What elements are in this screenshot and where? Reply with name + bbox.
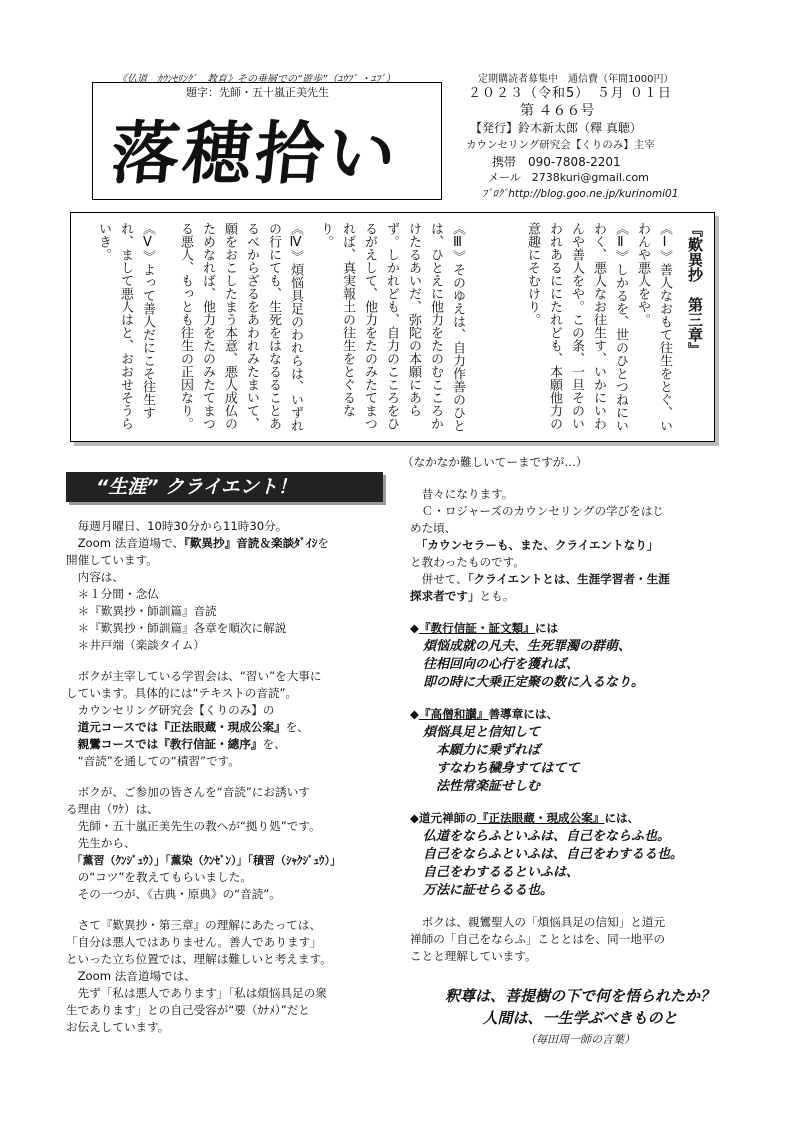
paragraph: る理由（ﾜｹ）は、 [66, 802, 159, 816]
email: メール 2738kuri@gmail.com [488, 171, 649, 184]
organization: カウンセリング研究会【くりのみ】主宰 [466, 139, 655, 151]
paragraph: 禅師の「自己をならふ」こととはを、同一地平の [410, 932, 666, 946]
quote-line: 自己をならふといふは、自己をわするる也。 [410, 847, 684, 862]
paragraph: といった立ち位置では、理解は難しいと考えます。 [66, 952, 332, 966]
quote-heading: ◆『高僧和讃』善導章には、 [410, 707, 559, 721]
paragraph: の“コツ”を教えてもらいました。 [66, 870, 252, 884]
paragraph: 毎週月曜日、10時30分から11時30分。 [66, 519, 288, 533]
tannisho-chapter-5: 《Ⅴ》よって善人だにこそ往生すれ、まして悪人はと、おおせそうらいき。 [96, 222, 155, 430]
list-item: ＊『歎異抄・師訓篇』音読 [66, 604, 217, 618]
quote-line: 往相回向の心行を獲れば、 [410, 657, 580, 672]
paragraph: Zoom 法音道場では、 [66, 969, 196, 983]
paragraph: Zoom 法音道場で、『歎異抄』音読＆楽談ﾀﾞｲｼを [66, 536, 329, 550]
list-item: ＊１分間・念仏 [66, 587, 159, 601]
quote-line: 本願力に乗ずれば [410, 743, 541, 758]
closing-quote-source: （毎田周一師の言葉） [525, 1033, 635, 1046]
quote-heading: ◆『教行信証・証文類』には [410, 621, 559, 635]
paragraph: 「カウンセラーも、また、クライエントなり」 [410, 538, 659, 552]
paragraph: 併せて、「クライエントとは、生涯学習者・生涯 [410, 572, 670, 586]
quote-line: 仏道をならふといふは、自己をならふ也。 [410, 829, 671, 844]
paragraph: （なかなか難しいてーまですが…） [402, 455, 588, 469]
paragraph: カウンセリング研究会【くりのみ】の [66, 703, 275, 717]
paragraph: しています。具体的には“テキストの音読”。 [66, 686, 298, 700]
quote-line: 万法に証せらるる也。 [410, 883, 554, 898]
paragraph: と教わったものです。 [410, 555, 525, 569]
paragraph: 昔々になります。 [410, 487, 514, 501]
paragraph: ことと理解しています。 [410, 949, 537, 963]
quote-line: 法性常楽証せしむ [410, 779, 541, 794]
paragraph: “音読”を通しての“積習”です。 [66, 754, 240, 768]
paragraph: お伝えしています。 [66, 1020, 170, 1034]
paragraph: 先生から、 [66, 836, 136, 850]
phone: 携帯 090-7808-2201 [492, 155, 621, 169]
quote-heading: ◆道元禅師の『正法眼蔵・現成公案』には、 [410, 811, 640, 825]
paragraph: ボクは、親鸞聖人の「煩悩具足の信知」と道元 [410, 915, 666, 929]
paragraph: 先師・五十嵐正美先生の教へが“拠り処”です。 [66, 819, 321, 833]
paragraph: 「薫習（ｸﾝｼﾞｭｳ）」「薫染（ｸﾝｾﾞﾝ）」「積習（ｼｬｸｼﾞｭｳ）」 [66, 854, 341, 867]
closing-quote [420, 985, 740, 1051]
newsletter-logo: 落穂拾い [107, 114, 404, 194]
tagline: 《仏道 ｶｳﾝｾﾘﾝｸﾞ 教育》その垂層での“遊歩”（ﾕｳﾌﾞ ・ﾕﾌﾞ） [117, 74, 396, 85]
tannisho-title: 『歎異抄 第三章』 [686, 222, 704, 357]
paragraph: 道元コースでは『正法眼蔵・現成公案』を、 [66, 720, 309, 734]
title-calligraphy-credit: 題字：先師・五十嵐正美先生 [186, 86, 329, 99]
paragraph: 開催しています。 [66, 553, 158, 567]
quote-line: すなわち穢身すてはてて [410, 761, 580, 776]
issue-number: 第 ４６６号 [520, 103, 595, 119]
quote-line: 煩悩具足と信知して [410, 725, 541, 740]
paragraph: ボクが主宰している学習会は、“習い”を大事に [66, 669, 322, 683]
paragraph: 生であります」との自己受容が“要（ｶﾅﾒ）”だと [66, 1003, 310, 1017]
closing-quote-line: 人間は、一生学ぶべきものと [482, 1009, 678, 1027]
paragraph: その一つが、《古典・原典》の“音読”。 [66, 887, 281, 901]
list-item: ＊『歎異抄・師訓篇』各章を順次に解説 [66, 621, 287, 635]
paragraph: 親鸞コースでは『教行信証・總序』を、 [66, 737, 286, 751]
publisher: 【発行】鈴木新太郎（釋 真聴） [470, 121, 642, 135]
tannisho-chapter-4: 《Ⅳ》煩悩具足のわれらは、いずれの行にても、生死をはなるることあるべからざるをあわれみたまいて、願をおこしたまう本意、悪人成仏のためなれば、他力をたのみたてまつる悪人、もっとも往生の正因なり。 [178, 222, 303, 432]
quote-line: 自己をわするるといふは、 [410, 865, 580, 880]
quote-line: 煩悩成就の凡夫、生死罪濁の群萌、 [410, 639, 632, 654]
subscription-note: 定期購読者募集中 通信費（年間1000円） [478, 74, 674, 85]
section-title: “生涯” クライエント！ [66, 472, 383, 502]
paragraph: さて『歎異抄・第三章』の理解にあたっては、 [66, 918, 322, 932]
paragraph: 探求者です」とも。 [410, 589, 515, 603]
paragraph: Ｃ・ロジャーズのカウンセリングの学びをはじ [410, 504, 665, 518]
paragraph: ボクが、ご参加の皆さんを“音読”にお誘いす [66, 785, 310, 799]
paragraph: 先ず「私は悪人であります」「私は煩悩具足の衆 [66, 986, 327, 1000]
closing-quote-line: 釈尊は、菩提樹の下で何を悟られたか？ [444, 987, 715, 1005]
quote-line: 即の時に大乗正定聚の数に入るなり。 [410, 675, 645, 690]
blog-url: ﾌﾞﾛｸﾞhttp://blog.goo.ne.jp/kurinomi01 [482, 188, 679, 200]
list-item: ＊井戸端（楽談タイム） [66, 638, 205, 652]
paragraph: 「自分は悪人ではありません。善人であります」 [66, 935, 322, 949]
paragraph: めた頃、 [410, 521, 457, 535]
issue-date: ２０２３（令和5） ５月 ０１日 [468, 86, 672, 101]
tannisho-chapter-1: 《Ⅰ》善人なおもて往生をとぐ、いわんや悪人をや。 《Ⅱ》しかるを、世のひとつねにいわく、悪人なお往生す、いかにいわんや善人をや。この条、一旦そのいわれあるににたれども、本願他力の意趣にそむけり。 [525, 222, 672, 432]
tannisho-chapter-3: 《Ⅲ》そのゆえは、自力作善のひとは、ひとえに他力をたのむこころかけたるあいだ、弥陀の本願にあらず。しかれども、自力のこころをひるがえして、他力をたのみたてまつれば、真実報土の往生をとぐるなり。 [318, 222, 465, 432]
paragraph: 内容は、 [66, 570, 124, 584]
